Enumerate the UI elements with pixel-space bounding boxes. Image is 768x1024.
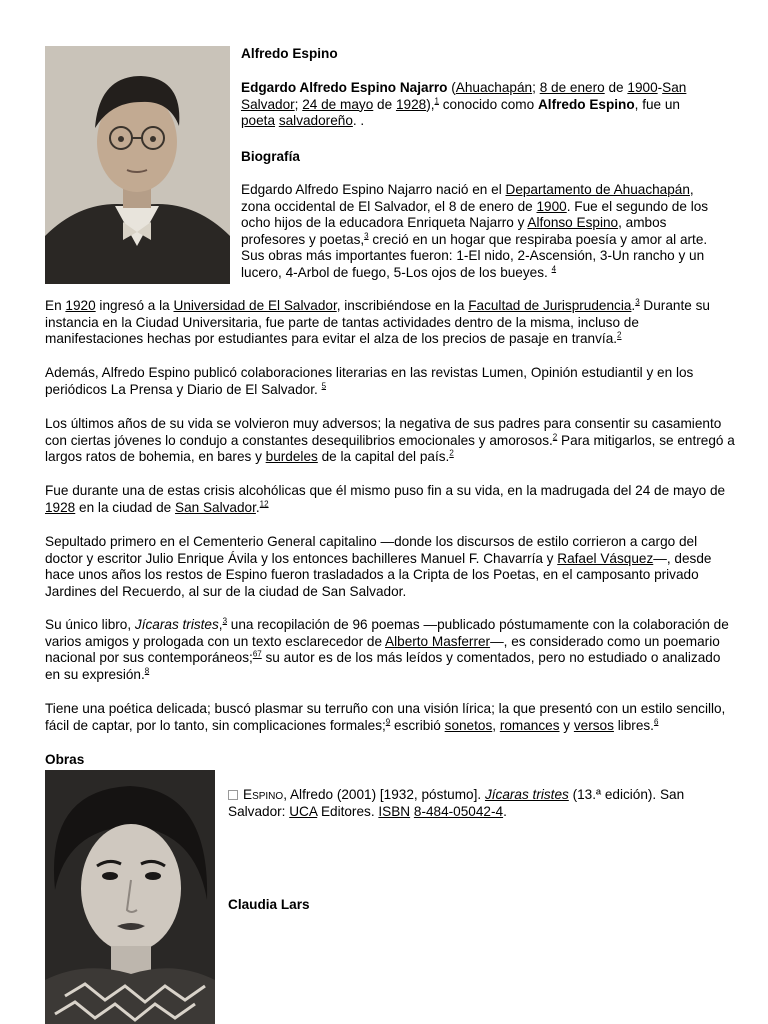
ref-2b[interactable]: 2	[449, 448, 454, 458]
ref-4[interactable]: 4	[551, 264, 557, 274]
link-uca[interactable]: UCA	[289, 803, 318, 819]
link-1920[interactable]: 1920	[65, 298, 96, 313]
link-isbn[interactable]: ISBN	[378, 803, 411, 819]
link-departamento[interactable]: Departamento de Ahuachapán	[505, 182, 690, 197]
biografia-heading: Biografía	[241, 149, 300, 164]
style-paragraph: Tiene una poética delicada; buscó plasmar su terruño con una visión lírica; la que presentó con un estilo sencillo, fácil de captar, por lo tanto, sin complicaciones formales;$^9$ escribió sonetos, romances y versos libres.$^6$	[45, 701, 726, 733]
ref-2[interactable]: 2	[617, 330, 622, 340]
ref-3b[interactable]: 3	[635, 297, 640, 307]
ref-2a[interactable]: 2	[552, 432, 558, 442]
link-year-1900[interactable]: 1900	[536, 198, 567, 214]
link-alberto-masferrer[interactable]: Alberto Masferrer	[385, 633, 491, 649]
ref-67[interactable]: 67	[252, 649, 262, 659]
bio-paragraph: Edgardo Alfredo Espino Najarro nació en el Departamento de Ahuachapán, zona occidental de El Salvador, el 8 de enero de 1900. Fue el segundo de los ocho hijos de la educadora Enriqueta Najarro y Alfonso Espino, ambos profesores y poetas,$^3$ creció en un hogar que respiraba poesía y amor al arte. Sus obras más importantes fueron: 1-El nido, 2-Ascensión, 3-Un rancho y un lucero, 4-Arbol de fuego, 5-Los ojos de los bueyes. $^4$	[241, 182, 709, 280]
ref-3[interactable]: 3	[364, 231, 369, 241]
link-san-salvador-city[interactable]: San Salvador	[175, 499, 256, 515]
ref-6[interactable]: 6	[653, 717, 659, 727]
link-jicaras-tristes[interactable]: Jícaras tristes	[484, 787, 569, 802]
link-sonetos[interactable]: sonetos	[444, 717, 493, 733]
press-paragraph: Además, Alfredo Espino publicó colaboraciones literarias en las revistas Lumen, Opinión estudiantil y en los periódicos La Prensa y Diario de El Salvador. $^5$	[45, 365, 694, 397]
burial-paragraph: Sepultado primero en el Cementerio General capitalino —donde los discursos de estilo corrieron a cargo del doctor y escritor Julio Enrique Ávila y los entonces bachilleres Manuel F. Chavarría y Rafael Vásquez—, desde hace unos años los restos de Espino fueron trasladados a la Cripta de los Poetas, en el camposanto privado Jardines del Recuerdo, al sur de la ciudad de San Salvador.	[45, 534, 712, 599]
ref-5[interactable]: 5	[321, 381, 327, 391]
link-versos[interactable]: versos	[573, 717, 614, 733]
page-title: Alfredo Espino	[241, 46, 338, 61]
link-salvadoreno[interactable]: salvadoreño	[278, 113, 353, 129]
obras-entry: Espino, Alfredo (2001) [1932, póstumo]. Jícaras tristes (13.ª edición). San Salvador: UCA Editores. ISBN 8-484-05042-4.	[228, 787, 685, 819]
link-1928[interactable]: 1928	[45, 499, 76, 515]
ref-1[interactable]: 1	[434, 96, 439, 106]
link-death-date[interactable]: 24 de mayo	[302, 96, 374, 112]
claudia-lars-photo	[45, 770, 215, 1024]
link-rafael-vasquez[interactable]: Rafael Vásquez	[557, 550, 654, 566]
link-birth-date[interactable]: 8 de enero	[539, 80, 605, 95]
link-alfonso-espino[interactable]: Alfonso Espino	[527, 215, 619, 231]
link-death-year[interactable]: 1928	[395, 96, 427, 112]
link-burdeles[interactable]: burdeles	[265, 449, 318, 465]
ref-8[interactable]: 8	[144, 666, 150, 676]
link-facultad[interactable]: Facultad de Jurisprudencia	[468, 298, 632, 313]
link-universidad[interactable]: Universidad de El Salvador	[173, 298, 337, 313]
link-romances[interactable]: romances	[499, 717, 560, 733]
link-birth-year[interactable]: 1900	[627, 80, 658, 95]
adverse-paragraph: Los últimos años de su vida se volvieron muy adversos; la negativa de sus padres para consentir su casamiento con ciertas jóvenes lo condujo a constantes desequilibrios emocionales y amorosos.$^2$ Para mitigarlos, se entregó a largos ratos de bohemia, en bares y burdeles de la capital del país.$^2$	[45, 416, 735, 465]
link-ahuachapan[interactable]: Ahuachapán	[455, 80, 533, 95]
bullet-box-icon	[228, 790, 238, 800]
link-san-salvador[interactable]: San Salvador	[241, 80, 687, 112]
alfredo-espino-photo	[45, 46, 230, 284]
link-poeta[interactable]: poeta	[241, 113, 276, 129]
intro-paragraph: Edgardo Alfredo Espino Najarro (Ahuachapán; 8 de enero de 1900-San Salvador; 24 de mayo de 1928),$^1$ conocido como Alfredo Espino, fue un poeta salvadoreño. .	[241, 80, 687, 129]
ref-9[interactable]: 9	[385, 717, 391, 727]
link-isbn-number[interactable]: 8-484-05042-4	[413, 803, 504, 819]
university-paragraph: En 1920 ingresó a la Universidad de El Salvador, inscribiéndose en la Facultad de Jurisprudencia.$^3$ Durante su instancia en la Ciudad Universitaria, fue parte de tantas actividades dentro de la misma, incluso de manifestaciones hechas por estudiantes para evitar el alza de los precios de pasaje en tranvía.$^2$	[45, 297, 710, 347]
claudia-lars-heading: Claudia Lars	[228, 897, 310, 912]
ref-3c[interactable]: 3	[222, 616, 228, 626]
book-paragraph: Su único libro, Jícaras tristes,$^3$ una recopilación de 96 poemas —publicado póstumamente con la colaboración de varios amigos y prologada con un texto esclarecedor de Alberto Masferrer—, es considerado como un poemario nacional por sus contemporáneos;$^{67}$ su autor es de los más leídos y comentados, pero no estudiado o analizado en su expresión.$^8$	[45, 616, 729, 682]
ref-12[interactable]: 12	[259, 499, 269, 509]
obras-heading: Obras	[45, 752, 85, 767]
death-paragraph: Fue durante una de estas crisis alcohólicas que él mismo puso fin a su vida, en la madrugada del 24 de mayo de 1928 en la ciudad de San Salvador.$^{12}$	[45, 483, 726, 515]
